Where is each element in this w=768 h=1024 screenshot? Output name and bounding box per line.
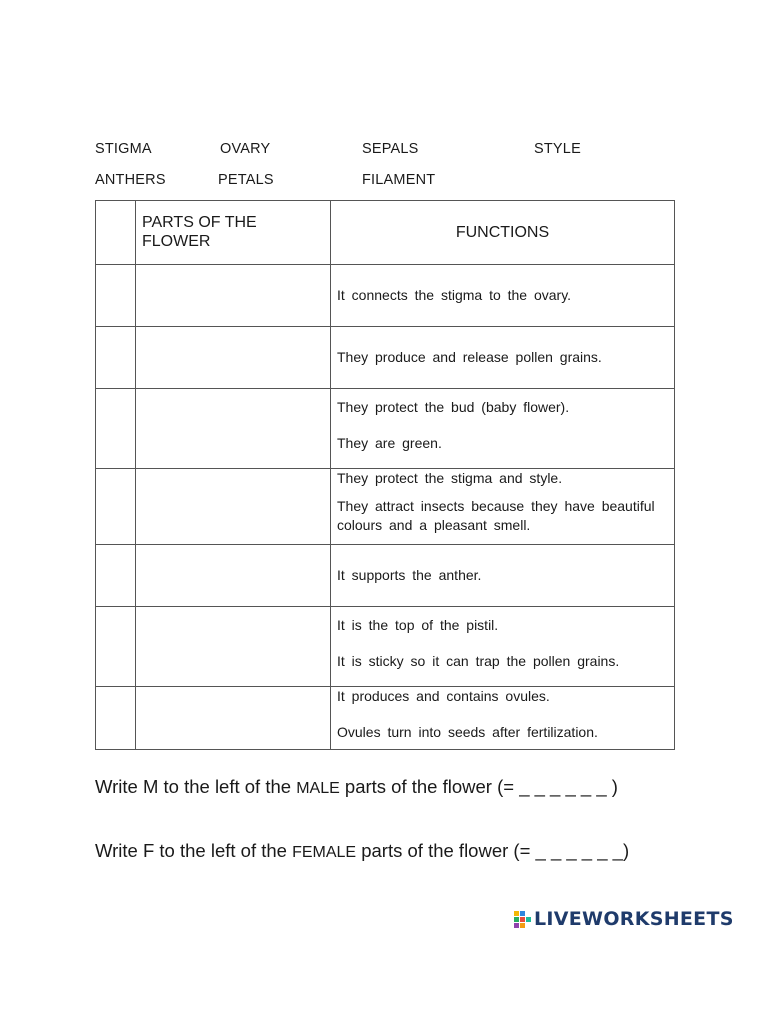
answer-cell[interactable] <box>96 607 136 687</box>
part-answer-cell[interactable] <box>136 327 331 389</box>
table-row <box>96 265 675 327</box>
function-cell <box>331 327 675 389</box>
answer-cell[interactable] <box>96 389 136 469</box>
instruction-female-prefix: Write F to the left of the <box>95 840 293 861</box>
function-text: They protect the bud (baby flower). <box>337 399 570 415</box>
table-row <box>96 687 675 750</box>
header-part-line: FLOWER <box>142 233 211 250</box>
function-text: They attract insects because they have beautiful colours and a pleasant smell. <box>337 498 655 533</box>
answer-cell[interactable] <box>96 545 136 607</box>
word-bank-sepals: SEPALS <box>362 141 419 157</box>
word-bank-stigma: STIGMA <box>95 141 152 157</box>
function-cell <box>331 389 675 469</box>
function-text: They are green. <box>337 435 442 451</box>
function-cell <box>331 545 675 607</box>
function-text: They produce and release pollen grains. <box>337 349 602 365</box>
part-answer-cell[interactable] <box>136 607 331 687</box>
table-row <box>96 469 675 545</box>
function-text: Ovules turn into seeds after fertilization. <box>337 724 598 740</box>
instruction-male-caps: MALE <box>296 780 340 797</box>
function-cell <box>331 687 675 750</box>
word-bank-petals: PETALS <box>218 172 274 188</box>
part-answer-cell[interactable] <box>136 687 331 750</box>
instruction-female <box>95 840 629 862</box>
instruction-male-prefix: Write M to the left of the <box>95 776 297 797</box>
table-row <box>96 389 675 469</box>
instruction-male-suffix: parts of the flower (= _ _ _ _ _ _ ) <box>339 776 618 797</box>
answer-cell[interactable] <box>96 327 136 389</box>
function-text: It connects the stigma to the ovary. <box>337 287 572 303</box>
part-answer-cell[interactable] <box>136 389 331 469</box>
liveworksheets-logo <box>514 908 734 930</box>
instruction-female-caps: FEMALE <box>292 844 357 861</box>
header-functions: FUNCTIONS <box>331 201 675 265</box>
function-text: It produces and contains ovules. <box>337 688 550 704</box>
word-bank-anthers: ANTHERS <box>95 172 166 188</box>
answer-cell[interactable] <box>96 265 136 327</box>
part-answer-cell[interactable] <box>136 469 331 545</box>
table-row <box>96 327 675 389</box>
answer-cell[interactable] <box>96 687 136 750</box>
function-text: It is the top of the pistil. <box>337 617 499 633</box>
part-answer-cell[interactable] <box>136 545 331 607</box>
function-cell <box>331 469 675 545</box>
flower-parts-table <box>95 200 675 750</box>
part-answer-cell[interactable] <box>136 265 331 327</box>
instruction-male <box>95 776 618 798</box>
function-text: It supports the anther. <box>337 567 482 583</box>
header-parts-of-the-flower <box>136 201 331 265</box>
function-cell <box>331 265 675 327</box>
header-part-line: PARTS OF THE <box>142 214 257 231</box>
answer-cell[interactable] <box>96 469 136 545</box>
function-cell <box>331 607 675 687</box>
table-row <box>96 607 675 687</box>
liveworksheets-logo-icon <box>514 911 531 928</box>
word-bank-filament: FILAMENT <box>362 172 436 188</box>
answer-cell[interactable] <box>96 201 136 265</box>
function-text: It is sticky so it can trap the pollen grains. <box>337 653 620 669</box>
table-header-row <box>96 201 675 265</box>
word-bank-ovary: OVARY <box>220 141 271 157</box>
table-row <box>96 545 675 607</box>
function-text: They protect the stigma and style. <box>337 470 563 486</box>
word-bank-style: STYLE <box>534 141 581 157</box>
instruction-female-suffix: parts of the flower (= _ _ _ _ _ _) <box>356 840 630 861</box>
liveworksheets-logo-text: LIVEWORKSHEETS <box>534 908 734 930</box>
